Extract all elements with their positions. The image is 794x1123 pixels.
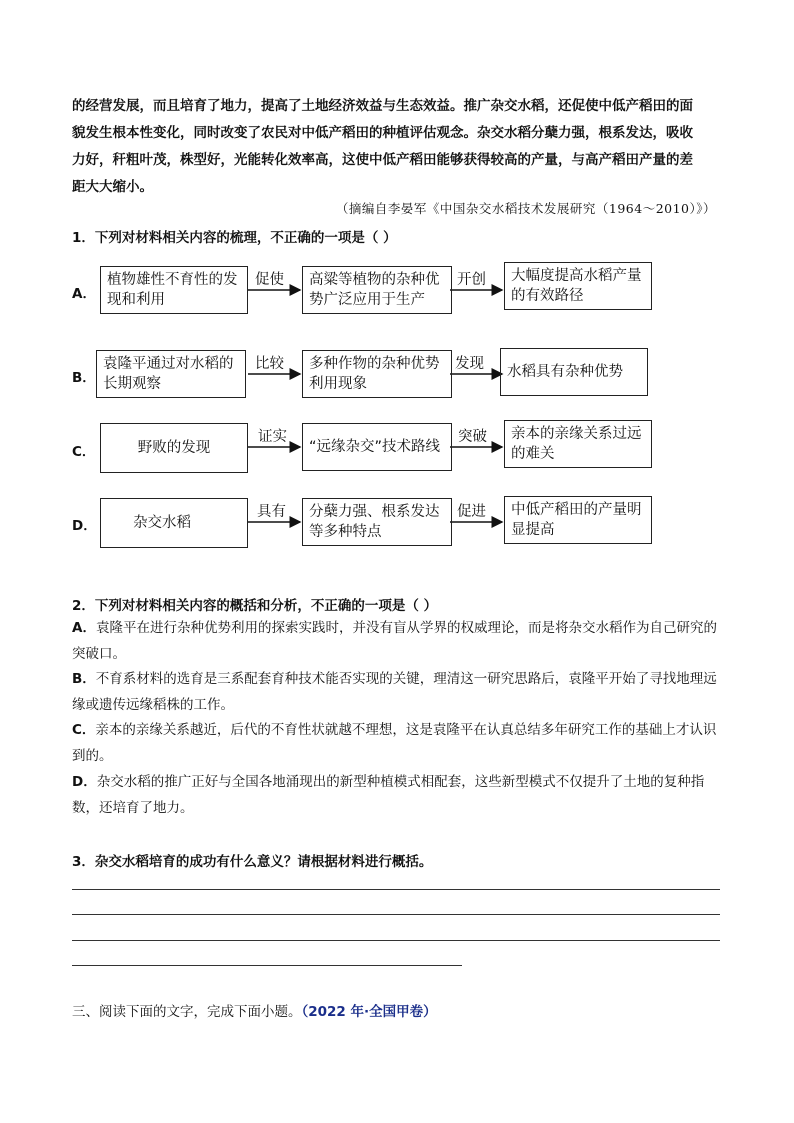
passage-line: 的经营发展，而且培育了地力，提高了土地经济效益与生态效益。推广杂交水稻，还促使中低产稻田的面	[72, 98, 693, 114]
q1-d-box-2	[302, 498, 452, 546]
section-3-text: 三、阅读下面的文字，完成下面小题。	[72, 1004, 302, 1020]
q2-option-d-label: D．	[72, 774, 97, 790]
q1-a-box-2	[302, 266, 452, 314]
q2-option-c[interactable]	[72, 718, 722, 769]
q2-option-a[interactable]	[72, 616, 722, 667]
question-3-title: 3．杂交水稻培育的成功有什么意义？请根据材料进行概括。	[72, 854, 433, 870]
q1-b-box-1	[96, 350, 246, 398]
q2-option-c-label: C．	[72, 722, 96, 738]
q1-b-box-2-text: 多种作物的杂种优势利用现象	[309, 356, 440, 392]
q1-c-box-2	[302, 423, 452, 471]
q2-option-a-label: A．	[72, 620, 96, 636]
q2-option-b-text: 不育系材料的选育是三系配套育种技术能否实现的关键，理清这一研究思路后，袁隆平开始了寻找地理远缘或遗传远缘稻株的工作。	[72, 671, 717, 713]
answer-line[interactable]	[72, 914, 720, 915]
q2-option-a-text: 袁隆平在进行杂种优势利用的探索实践时，并没有盲从学界的权威理论，而是将杂交水稻作为自己研究的突破口。	[72, 620, 717, 662]
q1-a-arrow-2-label: 开创	[457, 272, 486, 288]
q1-d-box-1	[100, 498, 248, 548]
q2-option-d-text: 杂交水稻的推广正好与全国各地涌现出的新型种植模式相配套，这些新型模式不仅提升了土地的复种指数，还培育了地力。	[72, 774, 705, 816]
q2-option-c-text: 亲本的亲缘关系越近，后代的不育性状就越不理想，这是袁隆平在认真总结多年研究工作的基础上才认识到的。	[72, 722, 717, 764]
answer-line[interactable]	[72, 889, 720, 890]
q1-b-box-1-text: 袁隆平通过对水稻的长期观察	[103, 356, 234, 392]
q1-c-box-1	[100, 423, 248, 473]
q1-d-box-1-text: 杂交水稻	[133, 515, 191, 531]
section-3-heading	[72, 1000, 437, 1020]
q1-option-c-label[interactable]: C．	[72, 444, 96, 460]
q1-d-box-2-text: 分蘖力强、根系发达等多种特点	[309, 504, 440, 540]
q1-a-box-2-text: 高粱等植物的杂种优势广泛应用于生产	[309, 272, 440, 308]
passage-line: 貌发生根本性变化，同时改变了农民对中低产稻田的种植评估观念。杂交水稻分蘖力强，根系发达，吸收	[72, 125, 693, 141]
q1-option-d-label[interactable]: D．	[72, 518, 97, 534]
q1-option-b-label[interactable]: B．	[72, 370, 96, 386]
answer-line[interactable]	[72, 965, 462, 966]
passage-line: 力好，秆粗叶茂，株型好，光能转化效率高，这使中低产稻田能够获得较高的产量，与高产稻田产量的差	[72, 152, 693, 168]
q1-d-arrow-1-label: 具有	[257, 504, 286, 520]
q1-a-box-1-text: 植物雄性不育性的发现和利用	[107, 272, 238, 308]
q1-c-box-3	[504, 420, 652, 468]
q1-d-box-3	[504, 496, 652, 544]
q1-b-box-3	[500, 348, 648, 396]
q2-option-b-label: B．	[72, 671, 96, 687]
q1-c-box-3-text: 亲本的亲缘关系过远的难关	[511, 426, 642, 462]
q1-a-box-3	[504, 262, 652, 310]
q1-option-a-label[interactable]: A．	[72, 286, 96, 302]
q1-a-arrow-1-label: 促使	[255, 272, 284, 288]
q2-option-b[interactable]	[72, 667, 722, 718]
q2-option-d[interactable]	[72, 770, 722, 821]
q1-b-arrow-2-label: 发现	[455, 356, 484, 372]
answer-line[interactable]	[72, 940, 720, 941]
q1-b-arrow-1-label: 比较	[255, 356, 284, 372]
q1-c-box-2-text: “远缘杂交”技术路线	[309, 439, 441, 455]
q1-d-arrow-2-label: 促进	[457, 504, 486, 520]
q1-b-box-3-text: 水稻具有杂种优势	[507, 364, 623, 380]
q1-b-box-2	[302, 350, 452, 398]
passage-source: （摘编自李晏军《中国杂交水稻技术发展研究（1964～2010）》）	[335, 201, 716, 216]
q1-c-box-1-text: 野败的发现	[137, 440, 211, 456]
q1-a-box-1	[100, 266, 248, 314]
passage-line: 距大大缩小。	[72, 179, 153, 195]
question-1-title: 1．下列对材料相关内容的梳理，不正确的一项是（ ）	[72, 230, 397, 246]
q1-d-box-3-text: 中低产稻田的产量明显提高	[511, 502, 642, 538]
section-3-source-tag: （2022 年·全国甲卷）	[301, 1004, 437, 1020]
question-2-title: 2．下列对材料相关内容的概括和分析，不正确的一项是（ ）	[72, 598, 438, 614]
q1-c-arrow-2-label: 突破	[458, 429, 487, 445]
q1-a-box-3-text: 大幅度提高水稻产量的有效路径	[511, 268, 642, 304]
q1-c-arrow-1-label: 证实	[258, 429, 287, 445]
